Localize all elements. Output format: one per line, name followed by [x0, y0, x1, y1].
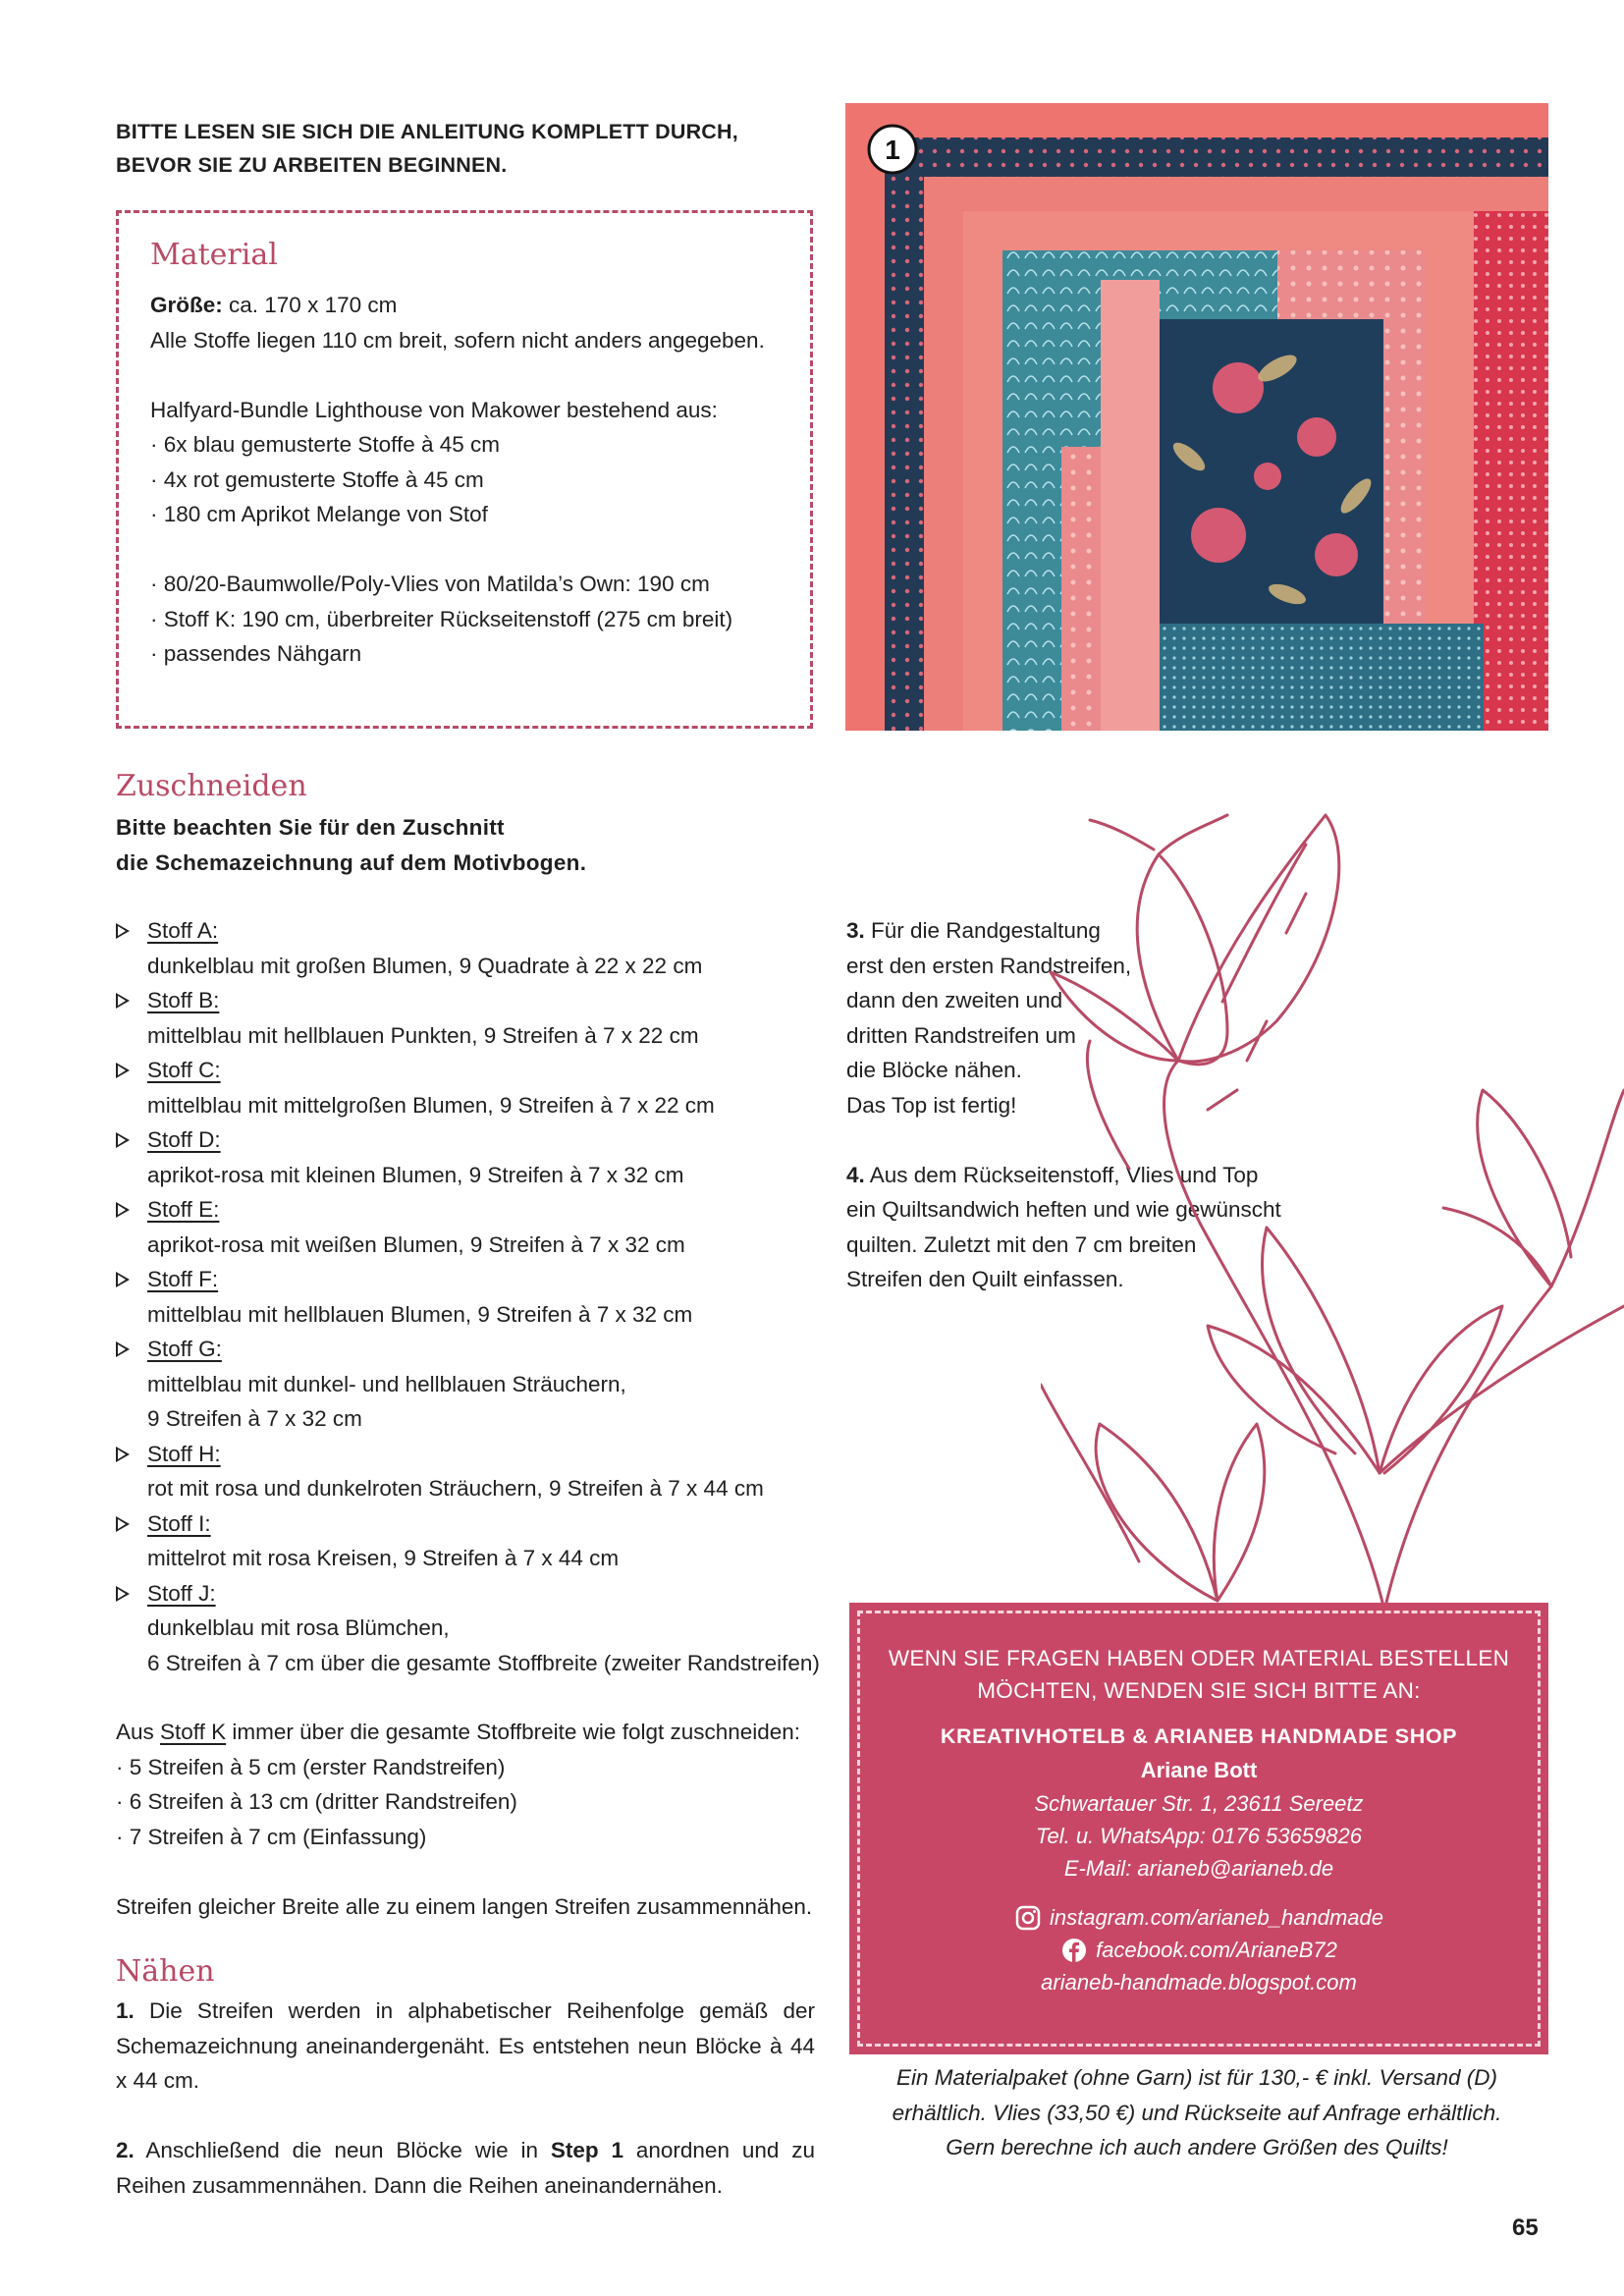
- list-item: · 6x blau gemusterte Stoffe à 45 cm: [150, 432, 501, 457]
- question-line-1: WENN SIE FRAGEN HABEN ODER MATERIAL BESTELLEN: [888, 1646, 1510, 1670]
- triangle-bullet-icon: [116, 1202, 130, 1218]
- stoff-label: Stoff G:: [147, 1337, 222, 1361]
- stoff-label: Stoff C:: [147, 1058, 221, 1082]
- list-item: [116, 1506, 833, 1576]
- triangle-bullet-icon: [116, 1447, 130, 1462]
- step-number: 2.: [116, 2138, 135, 2162]
- size-label: Größe:: [150, 293, 223, 317]
- naehen-steps: [116, 1994, 815, 2203]
- intro-line-2: BEVOR SIE ZU ARBEITEN BEGINNEN.: [116, 153, 508, 177]
- stoff-label: Stoff H:: [147, 1441, 221, 1466]
- list-item: · Stoff K: 190 cm, überbreiter Rückseitenstoff (275 cm breit): [150, 606, 733, 631]
- stoff-description: mittelblau mit dunkel- und hellblauen Sträuchern,: [147, 1371, 626, 1396]
- stoff-description: mittelrot mit rosa Kreisen, 9 Streifen à 7 x 44 cm: [147, 1546, 620, 1570]
- list-item: [116, 1576, 833, 1681]
- list-item: [116, 1053, 833, 1122]
- stoff-description: aprikot-rosa mit kleinen Blumen, 9 Streifen à 7 x 32 cm: [147, 1162, 684, 1187]
- shop-name: KREATIVHOTELB & ARIANEB HANDMADE SHOP: [940, 1724, 1458, 1748]
- stoff-k-post: immer über die gesamte Stoffbreite wie folgt zuschneiden:: [226, 1720, 801, 1744]
- naehen-heading: Nähen: [116, 1954, 215, 1989]
- list-item: [116, 1437, 833, 1506]
- triangle-bullet-icon: [116, 923, 130, 939]
- size-value: ca. 170 x 170 cm: [222, 293, 398, 317]
- step-text: Aus dem Rückseitenstoff, Vlies und Top: [864, 1162, 1259, 1187]
- instagram-icon: [1014, 1904, 1042, 1932]
- flower-illustration: [1041, 795, 1624, 1611]
- email-link[interactable]: E-Mail: arianeb@arianeb.de: [1063, 1856, 1334, 1881]
- list-item: · 7 Streifen à 7 cm (Einfassung): [116, 1824, 427, 1849]
- step-text: Die Streifen werden in alphabetischer Reihenfolge gemäß der Schemazeichnung aneinandergenäht. Es entstehen neun Blöcke à 44 x 44 cm.: [116, 1998, 815, 2093]
- note-line-3: Gern berechne ich auch andere Größen des Quilts!: [946, 2135, 1448, 2159]
- stoff-list: [116, 913, 833, 1680]
- triangle-bullet-icon: [116, 1341, 130, 1357]
- list-item: [116, 1192, 833, 1262]
- step-number: 1.: [116, 1998, 135, 2023]
- list-item: [116, 1332, 833, 1437]
- material-package-note: [846, 2060, 1547, 2165]
- stoff-label: Stoff F:: [147, 1267, 219, 1291]
- width-note: Alle Stoffe liegen 110 cm breit, sofern nicht anders angegeben.: [150, 327, 765, 353]
- blog-link[interactable]: arianeb-handmade.blogspot.com: [1041, 1970, 1357, 1995]
- stoff-label: Stoff E:: [147, 1197, 220, 1222]
- list-item: [116, 1262, 833, 1332]
- contact-box: [849, 1603, 1548, 2054]
- subtitle-line-1: Bitte beachten Sie für den Zuschnitt: [116, 815, 505, 840]
- stoff-description: mittelblau mit hellblauen Blumen, 9 Streifen à 7 x 32 cm: [147, 1301, 693, 1327]
- list-item: · 80/20-Baumwolle/Poly-Vlies von Matilda’s Own: 190 cm: [150, 572, 710, 596]
- step-text: Für die Randgestaltung: [864, 918, 1101, 943]
- instagram-link[interactable]: instagram.com/arianeb_handmade: [1050, 1905, 1383, 1930]
- list-item: [116, 913, 833, 983]
- stoff-description: dunkelblau mit rosa Blümchen,: [147, 1615, 450, 1640]
- stoff-description: mittelblau mit mittelgroßen Blumen, 9 Streifen à 7 x 22 cm: [147, 1092, 715, 1118]
- step-text: erst den ersten Randstreifen,: [846, 953, 1132, 978]
- intro-line-1: BITTE LESEN SIE SICH DIE ANLEITUNG KOMPLETT DURCH,: [116, 120, 738, 143]
- list-item: · 5 Streifen à 5 cm (erster Randstreifen): [116, 1754, 506, 1779]
- stoff-label: Stoff I:: [147, 1510, 211, 1536]
- triangle-bullet-icon: [116, 1516, 130, 1532]
- quilt-photo: [845, 103, 1548, 731]
- triangle-bullet-icon: [116, 1132, 130, 1148]
- zuschneiden-heading: Zuschneiden: [116, 769, 307, 803]
- step-reference: Step 1: [550, 2138, 623, 2162]
- step-2: [116, 2133, 815, 2203]
- page-number: 65: [1512, 2214, 1539, 2241]
- stoff-description: dunkelblau mit großen Blumen, 9 Quadrate à 22 x 22 cm: [147, 953, 703, 978]
- material-list: [150, 288, 798, 672]
- step-text: dritten Randstreifen um: [846, 1022, 1076, 1048]
- facebook-icon: [1060, 1937, 1088, 1964]
- bundle-title: Halfyard-Bundle Lighthouse von Makower bestehend aus:: [150, 397, 718, 422]
- step-text: die Blöcke nähen.: [846, 1058, 1022, 1082]
- step-text: anordnen und zu Reihen zusammennähen. Dann die Reihen aneinandernähen.: [116, 2138, 816, 2198]
- note-line-1: Ein Materialpaket (ohne Garn) ist für 130,- € inkl. Versand (D): [896, 2065, 1497, 2090]
- address: Schwartauer Str. 1, 23611 Sereetz: [1034, 1791, 1364, 1816]
- list-item: · 4x rot gemusterte Stoffe à 45 cm: [150, 466, 484, 492]
- note-line-2: erhältlich. Vlies (33,50 €) und Rückseite auf Anfrage erhältlich.: [892, 2100, 1502, 2125]
- triangle-bullet-icon: [116, 1063, 130, 1078]
- intro-notice: [116, 115, 842, 182]
- contact-details: [849, 1787, 1548, 1885]
- zuschneiden-subtitle: [116, 810, 586, 880]
- step-number: 4.: [846, 1162, 865, 1187]
- step-1: [116, 1994, 815, 2099]
- step-text: Das Top ist fertig!: [846, 1092, 1017, 1118]
- step-text: dann den zweiten und: [846, 988, 1063, 1012]
- triangle-bullet-icon: [116, 993, 130, 1009]
- question-line-2: MÖCHTEN, WENDEN SIE SICH BITTE AN:: [977, 1678, 1421, 1703]
- streifen-note: Streifen gleicher Breite alle zu einem langen Streifen zusammennähen.: [116, 1894, 813, 1919]
- stoff-k-section: [116, 1715, 833, 1854]
- stoff-description: aprikot-rosa mit weißen Blumen, 9 Streifen à 7 x 32 cm: [147, 1231, 685, 1257]
- triangle-bullet-icon: [116, 1272, 130, 1287]
- subtitle-line-2: die Schemazeichnung auf dem Motivbogen.: [116, 849, 587, 875]
- photo-step-badge: 1: [885, 135, 900, 165]
- stoff-description: 6 Streifen à 7 cm über die gesamte Stoffbreite (zweiter Randstreifen): [147, 1650, 820, 1675]
- list-item: · 180 cm Aprikot Melange von Stof: [150, 502, 488, 526]
- material-heading: Material: [150, 238, 278, 272]
- list-item: · 6 Streifen à 13 cm (dritter Randstreifen): [116, 1789, 517, 1814]
- stoff-label: Stoff J:: [147, 1580, 216, 1606]
- stoff-description: 9 Streifen à 7 x 32 cm: [147, 1406, 362, 1431]
- facebook-link[interactable]: facebook.com/ArianeB72: [1096, 1938, 1337, 1962]
- stoff-k-pre: Aus: [116, 1720, 161, 1744]
- contact-question: [849, 1642, 1548, 1707]
- stoff-k-label: Stoff K: [160, 1720, 227, 1744]
- list-item: [116, 1122, 833, 1192]
- step-text: Anschließend die neun Blöcke wie in: [134, 2138, 551, 2162]
- stoff-description: rot mit rosa und dunkelroten Sträuchern, 9 Streifen à 7 x 44 cm: [147, 1476, 764, 1501]
- contact-name: Ariane Bott: [1140, 1758, 1258, 1782]
- stoff-label: Stoff B:: [147, 988, 220, 1012]
- stoff-label: Stoff D:: [147, 1127, 221, 1152]
- triangle-bullet-icon: [116, 1586, 130, 1602]
- list-item: [116, 983, 833, 1053]
- step-text: quilten. Zuletzt mit den 7 cm breiten: [846, 1231, 1197, 1257]
- stoff-label: Stoff A:: [147, 918, 219, 943]
- social-links: [849, 1901, 1548, 1998]
- list-item: · passendes Nähgarn: [150, 641, 362, 666]
- step-text: ein Quiltsandwich heften und wie gewünscht: [846, 1197, 1281, 1222]
- phone: Tel. u. WhatsApp: 0176 53659826: [1036, 1824, 1362, 1848]
- step-number: 3.: [846, 918, 865, 943]
- step-text: Streifen den Quilt einfassen.: [846, 1267, 1124, 1291]
- stoff-description: mittelblau mit hellblauen Punkten, 9 Streifen à 7 x 22 cm: [147, 1022, 699, 1048]
